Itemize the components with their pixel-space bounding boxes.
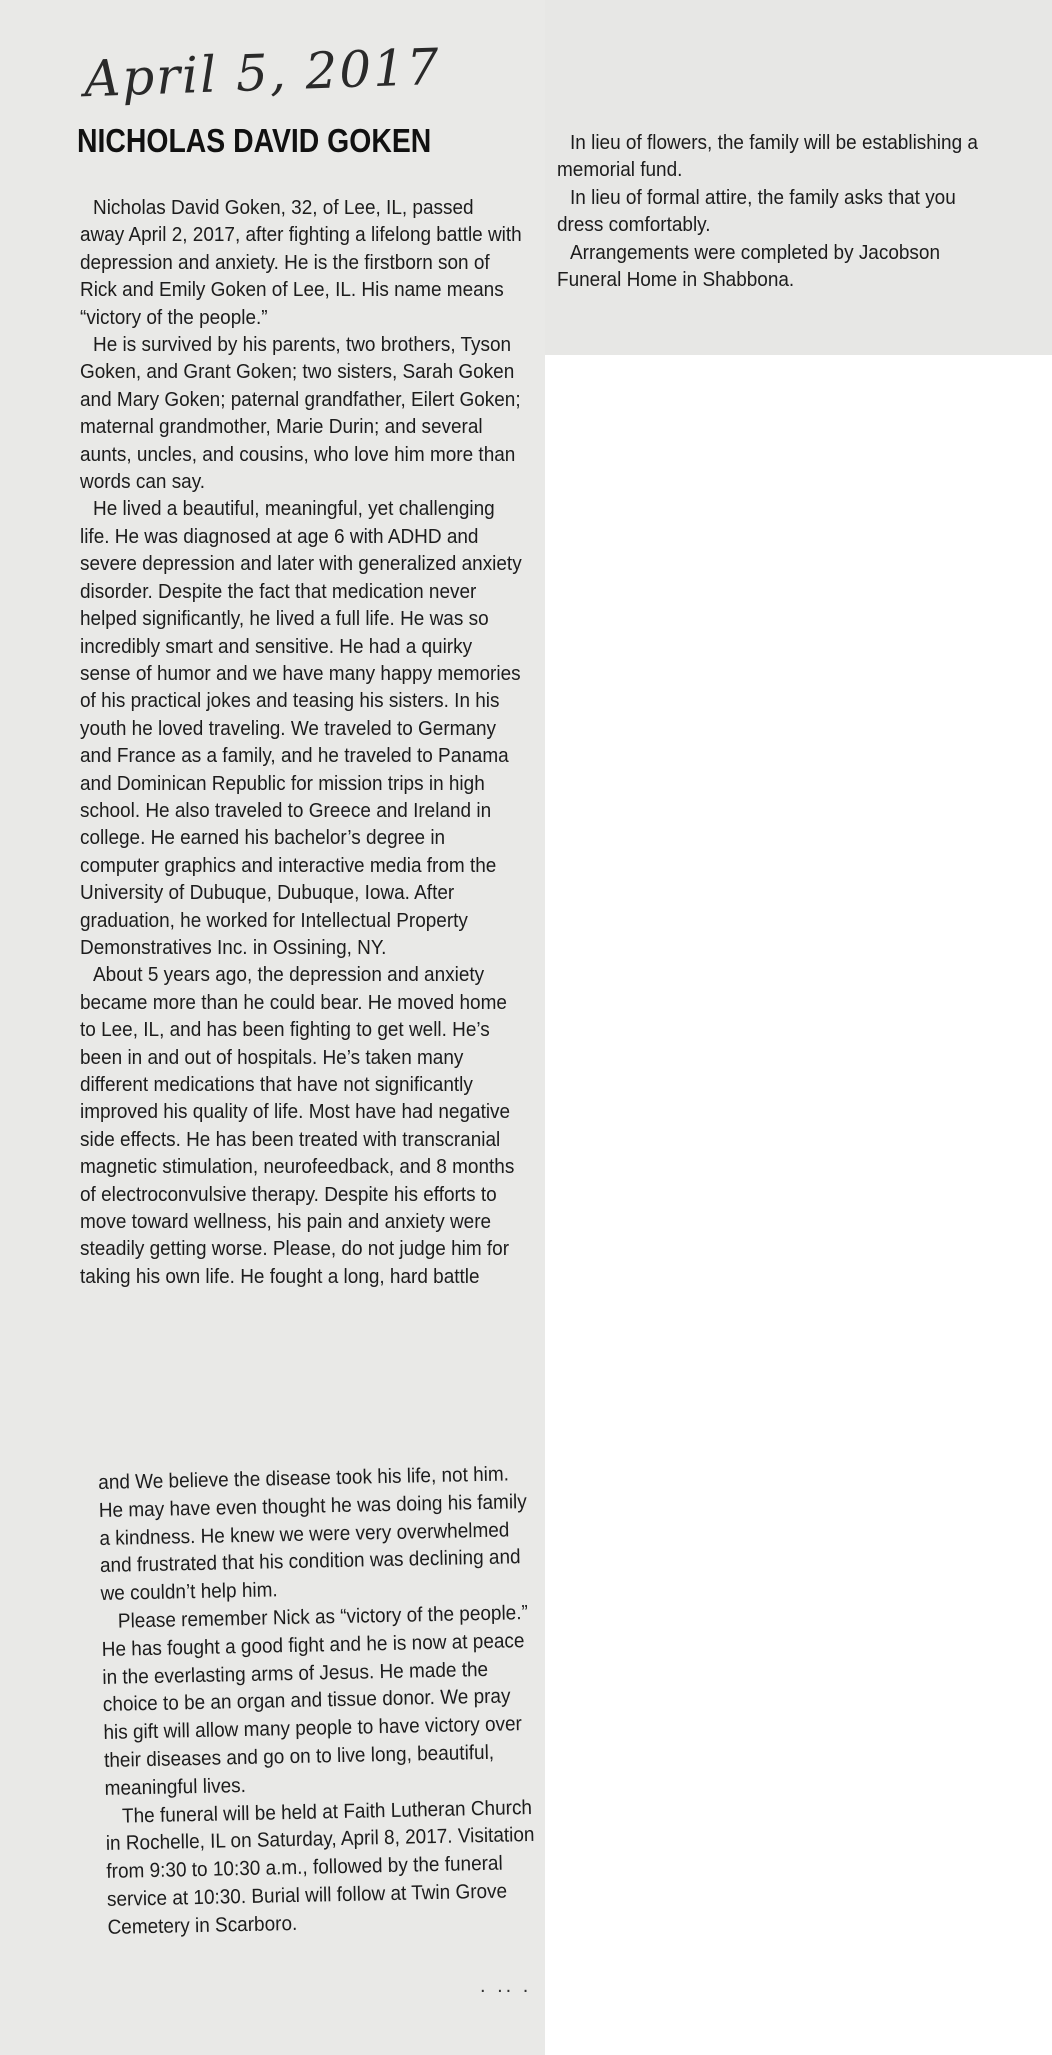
trailing-marks: . .. . <box>480 1975 532 1997</box>
obituary-left-column <box>80 195 522 1291</box>
paragraph-remember: Please remember Nick as “victory of the people.” He has fought a good fight and he is now at peace in the everlasting arms of Jesus. He made the choice to be an organ and tissue donor. We pray his gift will allow many people to have victory over their diseases and go on to live long, beautiful, meaningful lives. <box>101 1602 529 1800</box>
handwritten-date: April 5, 2017 <box>83 37 442 109</box>
paragraph-survived-by: He is survived by his parents, two brothers, Tyson Goken, and Grant Goken; two sisters, Sarah Goken and Mary Goken; paternal grandfather, Eilert Goken; maternal grandmother, Marie Durin; and several aunts, uncles, and cousins, who love him more than words can say. <box>80 334 521 494</box>
obituary-headline: NICHOLAS DAVID GOKEN <box>77 122 432 159</box>
paragraph-attire: In lieu of formal attire, the family asks that you dress comfortably. <box>557 186 956 237</box>
paragraph-funeral: The funeral will be held at Faith Lutheran Church in Rochelle, IL on Saturday, April 8, 2017. Visitation from 9:30 to 10:30 a.m., followed by the funeral service at 10:30. Burial will follow at Twin Grove Cemetery in Scarboro. <box>105 1796 535 1939</box>
paragraph-illness: About 5 years ago, the depression and anxiety became more than he could bear. He moved home to Lee, IL, and has been fighting to get well. He’s been in and out of hospitals. He’s taken many different medications that have not significantly improved his quality of life. Most have had negative side effects. He has been treated with transcranial magnetic stimulation, neurofeedback, and 8 months of electroconvulsive therapy. Despite his efforts to move toward wellness, his pain and anxiety were steadily getting worse. Please, do not judge him for taking his own life. He fought a long, hard battle <box>80 964 515 1288</box>
obituary-left-column-continued <box>98 1461 545 1943</box>
paragraph-continuation: and We believe the disease took his life, not him. He may have even thought he was doing his family a kindness. He knew we were very overwhelmed and frustrated that his condition was declining and we couldn’t help him. <box>98 1463 527 1606</box>
paragraph-life: He lived a beautiful, meaningful, yet challenging life. He was diagnosed at age 6 with ADHD and severe depression and later with generalized anxiety disorder. Despite the fact that medication never helped significantly, he lived a full life. He was so incredibly smart and sensitive. He had a quirky sense of humor and we have many happy memories of his practical jokes and teasing his sisters. In his youth he loved traveling. We traveled to Germany and France as a family, and he traveled to Panama and Dominican Republic for mission trips in high school. He also traveled to Greece and Ireland in college. He earned his bachelor’s degree in computer graphics and interactive media from the University of Dubuque, Dubuque, Iowa. After graduation, he worked for Intellectual Property Demonstratives Inc. in Ossining, NY. <box>80 498 522 959</box>
obituary-right-column <box>557 130 989 294</box>
paragraph-memorial-fund: In lieu of flowers, the family will be establishing a memorial fund. <box>557 132 978 182</box>
paragraph-intro: Nicholas David Goken, 32, of Lee, IL, passed away April 2, 2017, after fighting a lifelong battle with depression and anxiety. He is the firstborn son of Rick and Emily Goken of Lee, IL. His name means “victory of the people.” <box>80 197 522 329</box>
paragraph-arrangements: Arrangements were completed by Jacobson Funeral Home in Shabbona. <box>557 241 941 292</box>
